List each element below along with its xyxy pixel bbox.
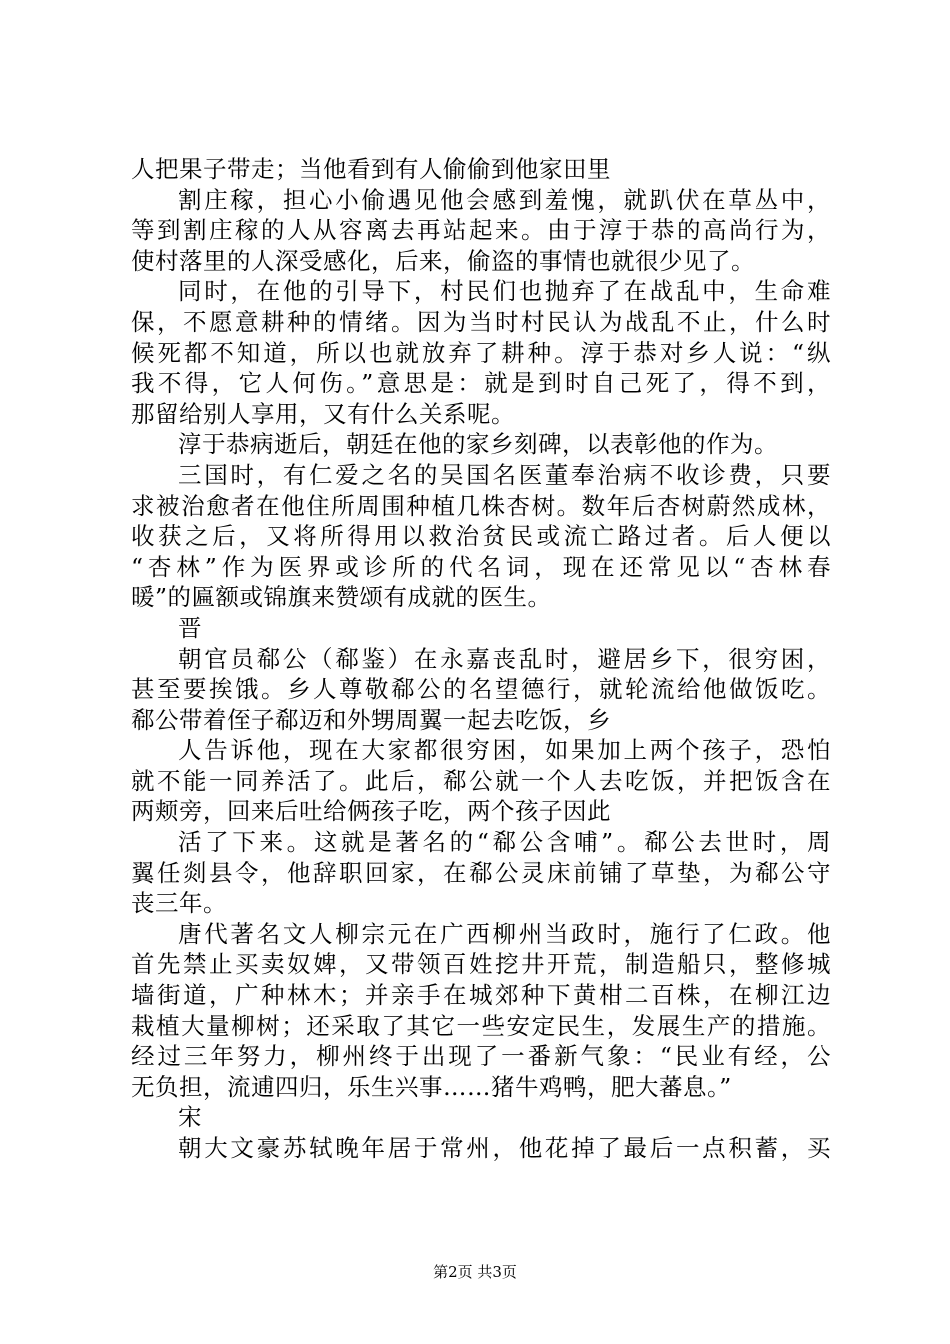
text-line: 保，不愿意耕种的情绪。因为当时村民认为战乱不止，什么时: [131, 307, 831, 336]
text-line: 淳于恭病逝后，朝廷在他的家乡刻碑，以表彰他的作为。: [178, 430, 778, 459]
text-line: 同时，在他的引导下，村民们也抛弃了在战乱中，生命难: [178, 277, 831, 306]
text-line: 丧三年。: [131, 889, 227, 918]
text-line: 郗公带着侄子郗迈和外甥周翼一起去吃饭，乡: [131, 705, 611, 734]
text-line: 等到割庄稼的人从容离去再站起来。由于淳于恭的高尚行为，: [131, 216, 831, 245]
text-line: 三国时，有仁爱之名的吴国名医董奉治病不收诊费，只要: [178, 460, 831, 489]
text-line: 唐代著名文人柳宗元在广西柳州当政时，施行了仁政。他: [178, 919, 831, 948]
text-line: 割庄稼，担心小偷遇见他会感到羞愧，就趴伏在草丛中，: [178, 185, 831, 214]
page-number: 第2页 共3页: [433, 1263, 517, 1281]
text-line: 求被治愈者在他住所周围种植几株杏树。数年后杏树蔚然成林，: [131, 491, 831, 520]
text-line: 翼任剡县令，他辞职回家，在郗公灵床前铺了草垫，为郗公守: [131, 858, 831, 887]
text-line: 人把果子带走；当他看到有人偷偷到他家田里: [131, 155, 611, 183]
text-line: 使村落里的人深受感化，后来，偷盗的事情也就很少见了。: [131, 246, 755, 275]
text-line: 首先禁止买卖奴婢，又带领百姓挖井开荒，制造船只，整修城: [131, 950, 831, 979]
text-line: 经过三年努力，柳州终于出现了一番新气象：“民业有经，公: [131, 1042, 831, 1071]
text-line: 活了下来。这就是著名的“郗公含哺”。郗公去世时，周: [178, 828, 831, 857]
text-line: 收获之后，又将所得用以救治贫民或流亡路过者。后人便以: [131, 522, 831, 551]
text-line: 宋: [178, 1103, 202, 1132]
text-line: 无负担，流逋四归，乐生兴事……猪牛鸡鸭，肥大蕃息。”: [131, 1072, 732, 1101]
text-line: 栽植大量柳树；还采取了其它一些安定民生，发展生产的措施。: [131, 1011, 831, 1040]
text-line: 就不能一同养活了。此后，郗公就一个人去吃饭，并把饭含在: [131, 766, 831, 795]
text-line: 朝大文豪苏轼晚年居于常州，他花掉了最后一点积蓄，买: [178, 1134, 831, 1162]
text-line: 晋: [178, 613, 202, 642]
document-body: [131, 154, 831, 1164]
text-line: 两颊旁，回来后吐给俩孩子吃，两个孩子因此: [131, 797, 611, 826]
text-line: 那留给别人享用，又有什么关系呢。: [131, 399, 515, 428]
text-line: 甚至要挨饿。乡人尊敬郗公的名望德行，就轮流给他做饭吃。: [131, 675, 831, 704]
text-line: “杏林”作为医界或诊所的代名词，现在还常见以“杏林春: [131, 552, 831, 581]
text-line: 墙街道，广种林木；并亲手在城郊种下黄柑二百株，在柳江边: [131, 981, 831, 1010]
text-line: 人告诉他，现在大家都很穷困，如果加上两个孩子，恐怕: [178, 736, 831, 765]
text-line: 我不得，它人何伤。”意思是：就是到时自己死了，得不到，: [131, 369, 831, 398]
text-line: 候死都不知道，所以也就放弃了耕种。淳于恭对乡人说：“纵: [131, 338, 831, 367]
text-line: 暖”的匾额或锦旗来赞颂有成就的医生。: [131, 583, 552, 612]
text-line: 朝官员郗公（郗鉴）在永嘉丧乱时，避居乡下，很穷困，: [178, 644, 831, 673]
